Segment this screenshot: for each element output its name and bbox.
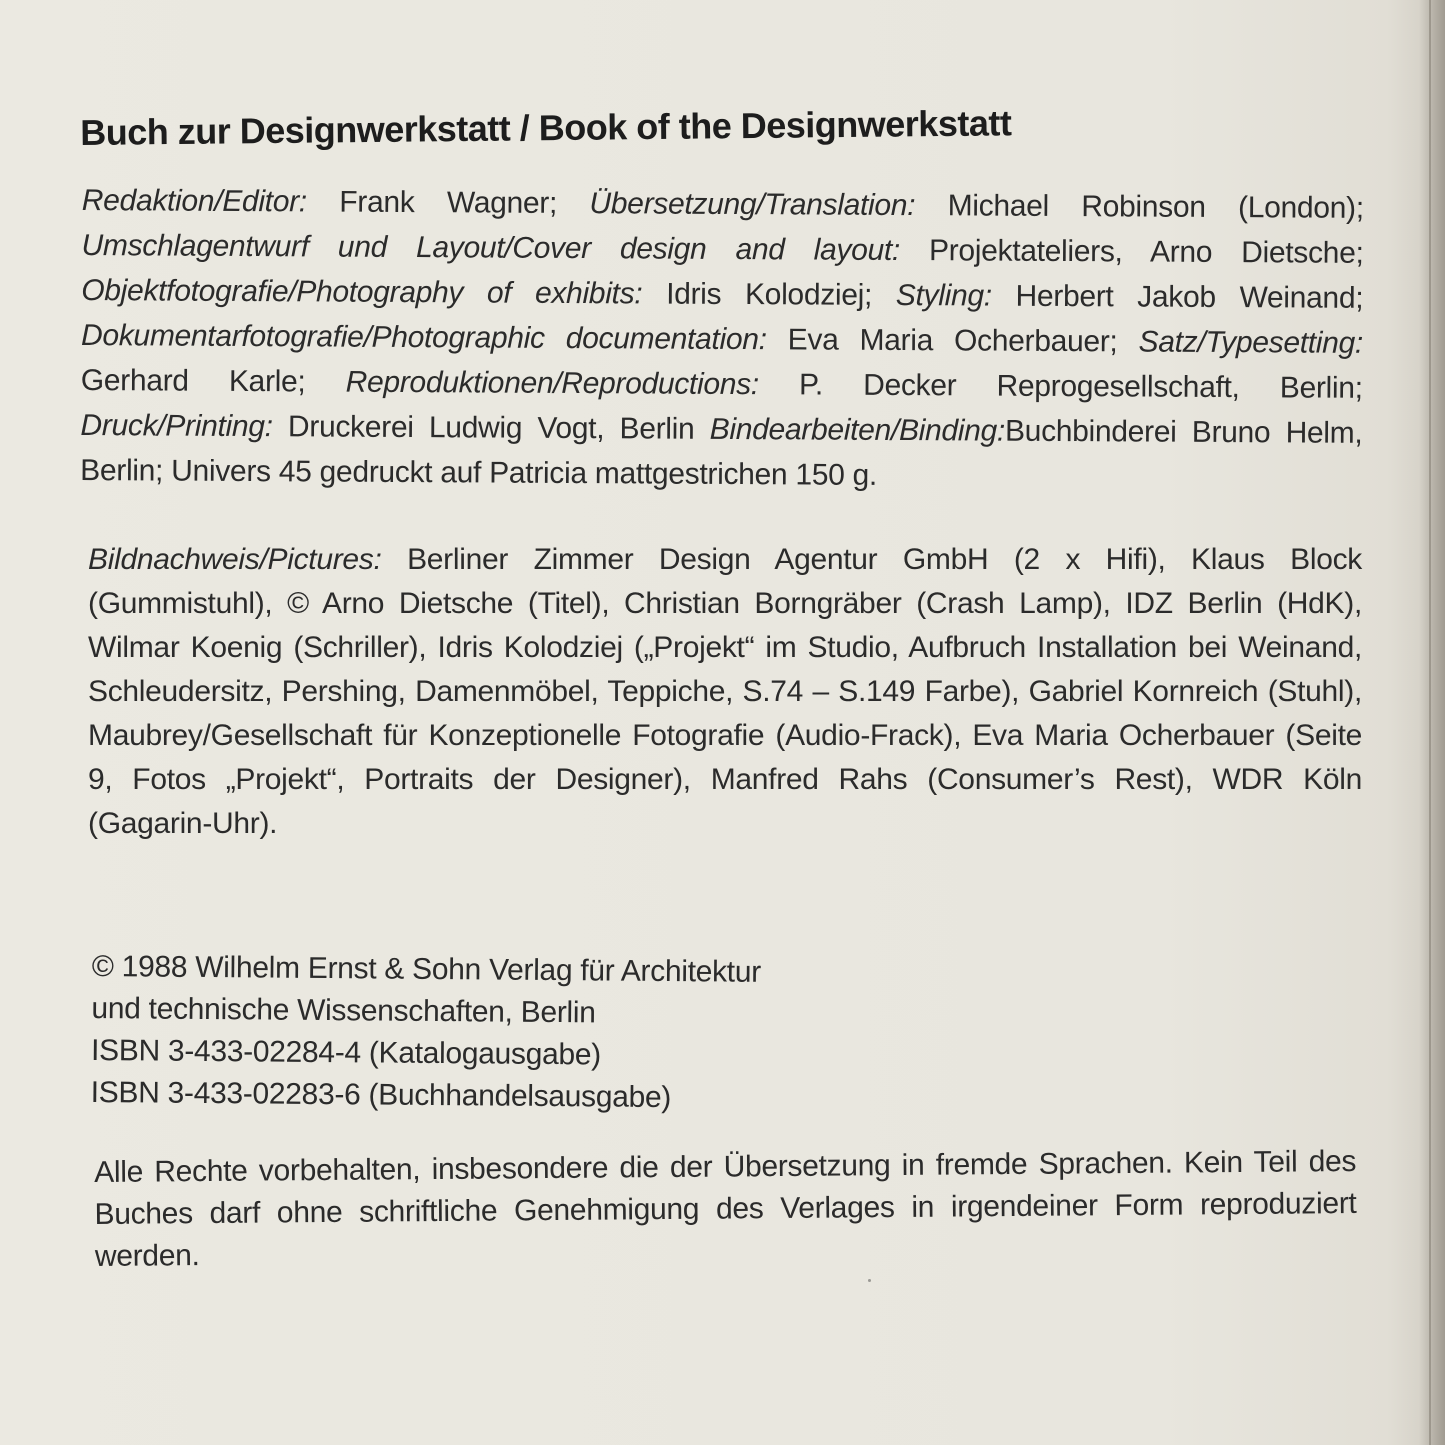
credit-value-reproductions: P. Decker Reprogesellschaft, Berlin; bbox=[758, 368, 1363, 405]
credit-role-binding: Bindearbeiten/Binding: bbox=[709, 412, 1006, 448]
credit-role-reproductions: Reproduktionen/Reproductions: bbox=[345, 365, 759, 402]
credit-role-printing: Druck/Printing: bbox=[80, 408, 273, 444]
spine-edge bbox=[1429, 0, 1431, 1445]
rights-reserved-paragraph: Alle Rechte vorbehalten, insbesondere die der Übersetzung in fremde Sprachen. Kein Teil des Buches darf ohne schriftliche Genehmigung des Verlages in irgendeiner Form reproduziert werden. bbox=[94, 1144, 1357, 1273]
spine-shadow bbox=[1419, 0, 1445, 1445]
credit-value-translation: Michael Robinson (London); bbox=[915, 189, 1364, 225]
credit-value-cover-design: Projektateliers, Arno Dietsche; bbox=[899, 233, 1364, 270]
credit-role-editor: Redaktion/Editor: bbox=[81, 183, 307, 219]
credits-paragraph bbox=[80, 178, 1364, 501]
credit-value-printing: Druckerei Ludwig Vogt, Berlin bbox=[272, 410, 710, 446]
isbn-bookstore-edition: ISBN 3-433-02283-6 (Buchhandelsausgabe) bbox=[90, 1075, 672, 1115]
credit-value-styling: Herbert Jakob Weinand; bbox=[991, 279, 1364, 315]
picture-credits-label: Bildnachweis/Pictures: bbox=[88, 543, 382, 576]
credit-role-documentary-photography: Dokumentarfotografie/Photographic documentation: bbox=[80, 318, 767, 357]
credit-role-typesetting: Satz/Typesetting: bbox=[1138, 325, 1364, 360]
paper-speck bbox=[868, 1279, 871, 1282]
credit-value-documentary-photography: Eva Maria Ocherbauer; bbox=[766, 323, 1139, 359]
credit-value-object-photography: Idris Kolodziej; bbox=[642, 277, 896, 312]
credit-role-object-photography: Objektfotografie/Photography of exhibits: bbox=[81, 273, 643, 311]
copyright-block bbox=[91, 946, 992, 1122]
credit-value-editor: Frank Wagner; bbox=[306, 185, 590, 221]
copyright-line-publisher: © 1988 Wilhelm Ernst & Sohn Verlag für Architektur bbox=[91, 949, 762, 989]
picture-credits-paragraph bbox=[88, 538, 1362, 846]
picture-credits-text: Berliner Zimmer Design Agentur GmbH (2 x Hifi), Klaus Block (Gummistuhl), © Arno Dietsche (Titel), Christian Borngräber (Crash Lamp), IDZ Berlin (HdK), Wilmar Koenig (Schriller), Idris Kolodziej („Projekt“ im Studio, Aufbruch Installation bei Weinand, Schleudersitz, Pershing, Damenmöbel, Teppiche, S.74 – S.149 Farbe), Gabriel Kornreich (Stuhl), Maubrey/Gesellschaft für Konzeptionelle Fotografie (Audio-Frack), Eva Maria Ocherbauer (Seite 9, Fotos „Projekt“, Portraits der Designer), Manfred Rahs (Consumer’s Rest), WDR Köln (Gagarin-Uhr). bbox=[88, 543, 1362, 840]
copyright-line-location: und technische Wissenschaften, Berlin bbox=[91, 991, 596, 1030]
isbn-catalog-edition: ISBN 3-433-02284-4 (Katalogausgabe) bbox=[90, 1033, 602, 1072]
credit-role-cover-design: Umschlagentwurf und Layout/Cover design and layout: bbox=[81, 228, 901, 267]
page-title: Buch zur Designwerkstatt / Book of the Designwerkstatt bbox=[80, 102, 1012, 153]
credit-value-typesetting: Gerhard Karle; bbox=[80, 363, 346, 399]
credit-value-binding: Buchbinderei Bruno Helm, Berlin; Univers 45 gedruckt auf Patricia mattgestrichen 150 g. bbox=[80, 414, 1363, 492]
credit-role-translation: Übersetzung/Translation: bbox=[589, 187, 916, 223]
credit-role-styling: Styling: bbox=[895, 278, 992, 313]
